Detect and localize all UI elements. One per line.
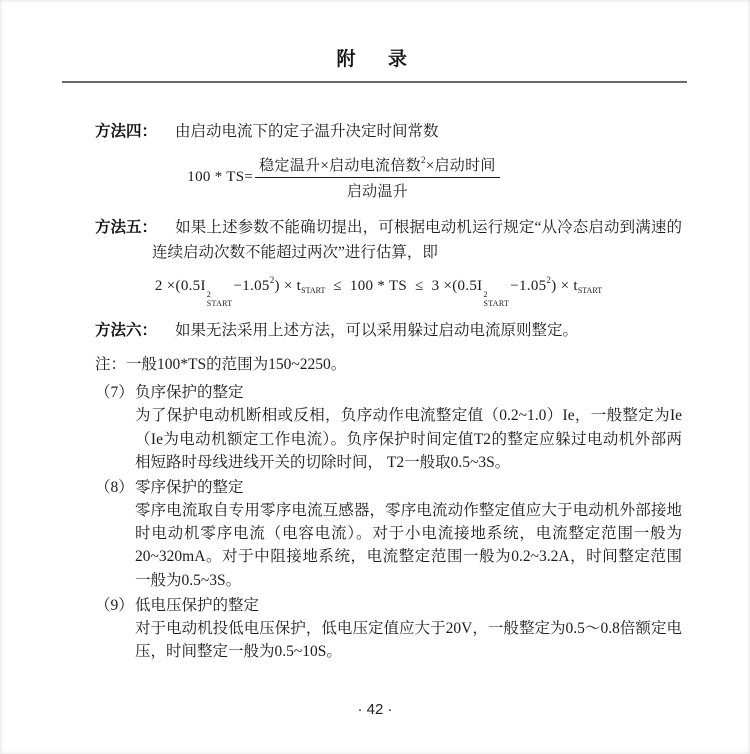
- formula1-fraction: [255, 154, 500, 201]
- section-body: 零序电流取自专用零序电流互感器，零序电流动作整定值应大于电动机外部接地时电动机零序电流（电容电流）。对于小电流接地系统，电流整定范围一般为20~320mA。对于中阻接地系统，电流整定范围一般为0.2~3.2A，时间整定范围一般为0.5~3S。: [135, 501, 682, 589]
- section-number: （7）: [95, 384, 134, 402]
- method-six-label: 方法六：: [95, 322, 158, 340]
- section-body: 对于电动机投低电压保护，低电压定值应大于20V，一般整定为0.5～0.8倍额定电压，时间整定一般为0.5~10S。: [135, 619, 682, 660]
- method-four-label: 方法四：: [95, 123, 158, 140]
- section-body: 为了保护电动机断相或反相，负序动作电流整定值（0.2~1.0）Ie，一般整定为Ie（Ie为电动机额定工作电流）。负序保护时间定值T2的整定应躲过电动机外部两相短路时母线进线开关的切除时间， T2一般取0.5~3S。: [135, 407, 682, 471]
- method-five-text: 如果上述参数不能确切提出，可根据电动机运行规定“从冷态启动到满速的连续启动次数不能超过两次”进行估算，即: [152, 219, 682, 261]
- f2-term2: 3 ×(0.5I 2 START $-1.05^2) \times t_{START}$: [431, 275, 603, 309]
- method-six-text: 如果无法采用上述方法，可以采用躲过启动电流原则整定。: [175, 322, 579, 340]
- fraction-denominator: 启动温升: [346, 184, 409, 200]
- section-number: （8）: [95, 478, 134, 496]
- section-low-voltage: [95, 594, 682, 663]
- method-five-label: 方法五：: [95, 219, 158, 236]
- section-zero-sequence: [95, 476, 682, 592]
- f2-center-term: 100 * TS: [349, 278, 408, 294]
- section-title: 负序保护的整定: [135, 384, 244, 402]
- section-head: [95, 381, 682, 404]
- start-bounds-formula: [95, 275, 662, 308]
- i-start-supsub: 2 START: [483, 290, 510, 309]
- section-negative-sequence: [95, 381, 682, 474]
- page-content: [95, 119, 682, 663]
- page-header: [0, 0, 750, 83]
- section-number: （9）: [95, 596, 134, 614]
- method-four-paragraph: [95, 119, 682, 144]
- i-start-supsub: 2 START: [206, 290, 233, 309]
- formula1-lhs: 100 * TS=: [187, 169, 254, 185]
- f2-leq-right: ≤: [415, 278, 424, 294]
- page-title: 附 录: [336, 49, 414, 70]
- note-line: 注：一般100*TS的范围为150~2250。: [95, 356, 347, 374]
- fraction-numerator: 稳定温升×启动电流倍数$^2$×启动时间: [255, 154, 500, 178]
- section-head: [95, 476, 682, 499]
- method-four-text: 由启动电流下的定子温升决定时间常数: [175, 123, 439, 140]
- section-title: 低电压保护的整定: [135, 596, 260, 614]
- page-number: · 42 ·: [357, 701, 393, 718]
- header-rule-divider: [62, 81, 687, 83]
- section-title: 零序保护的整定: [135, 478, 244, 496]
- f2-term1: 2 ×(0.5I 2 START $-1.05^2) \times t_{START}$: [154, 275, 326, 309]
- page-footer: [0, 701, 750, 718]
- section-head: [95, 594, 682, 617]
- numerator-exponent: 2: [420, 155, 426, 165]
- method-five-paragraph: [95, 215, 682, 265]
- f2-leq-left: ≤: [333, 278, 342, 294]
- method-six-paragraph: [95, 318, 682, 343]
- time-constant-formula: [95, 154, 592, 201]
